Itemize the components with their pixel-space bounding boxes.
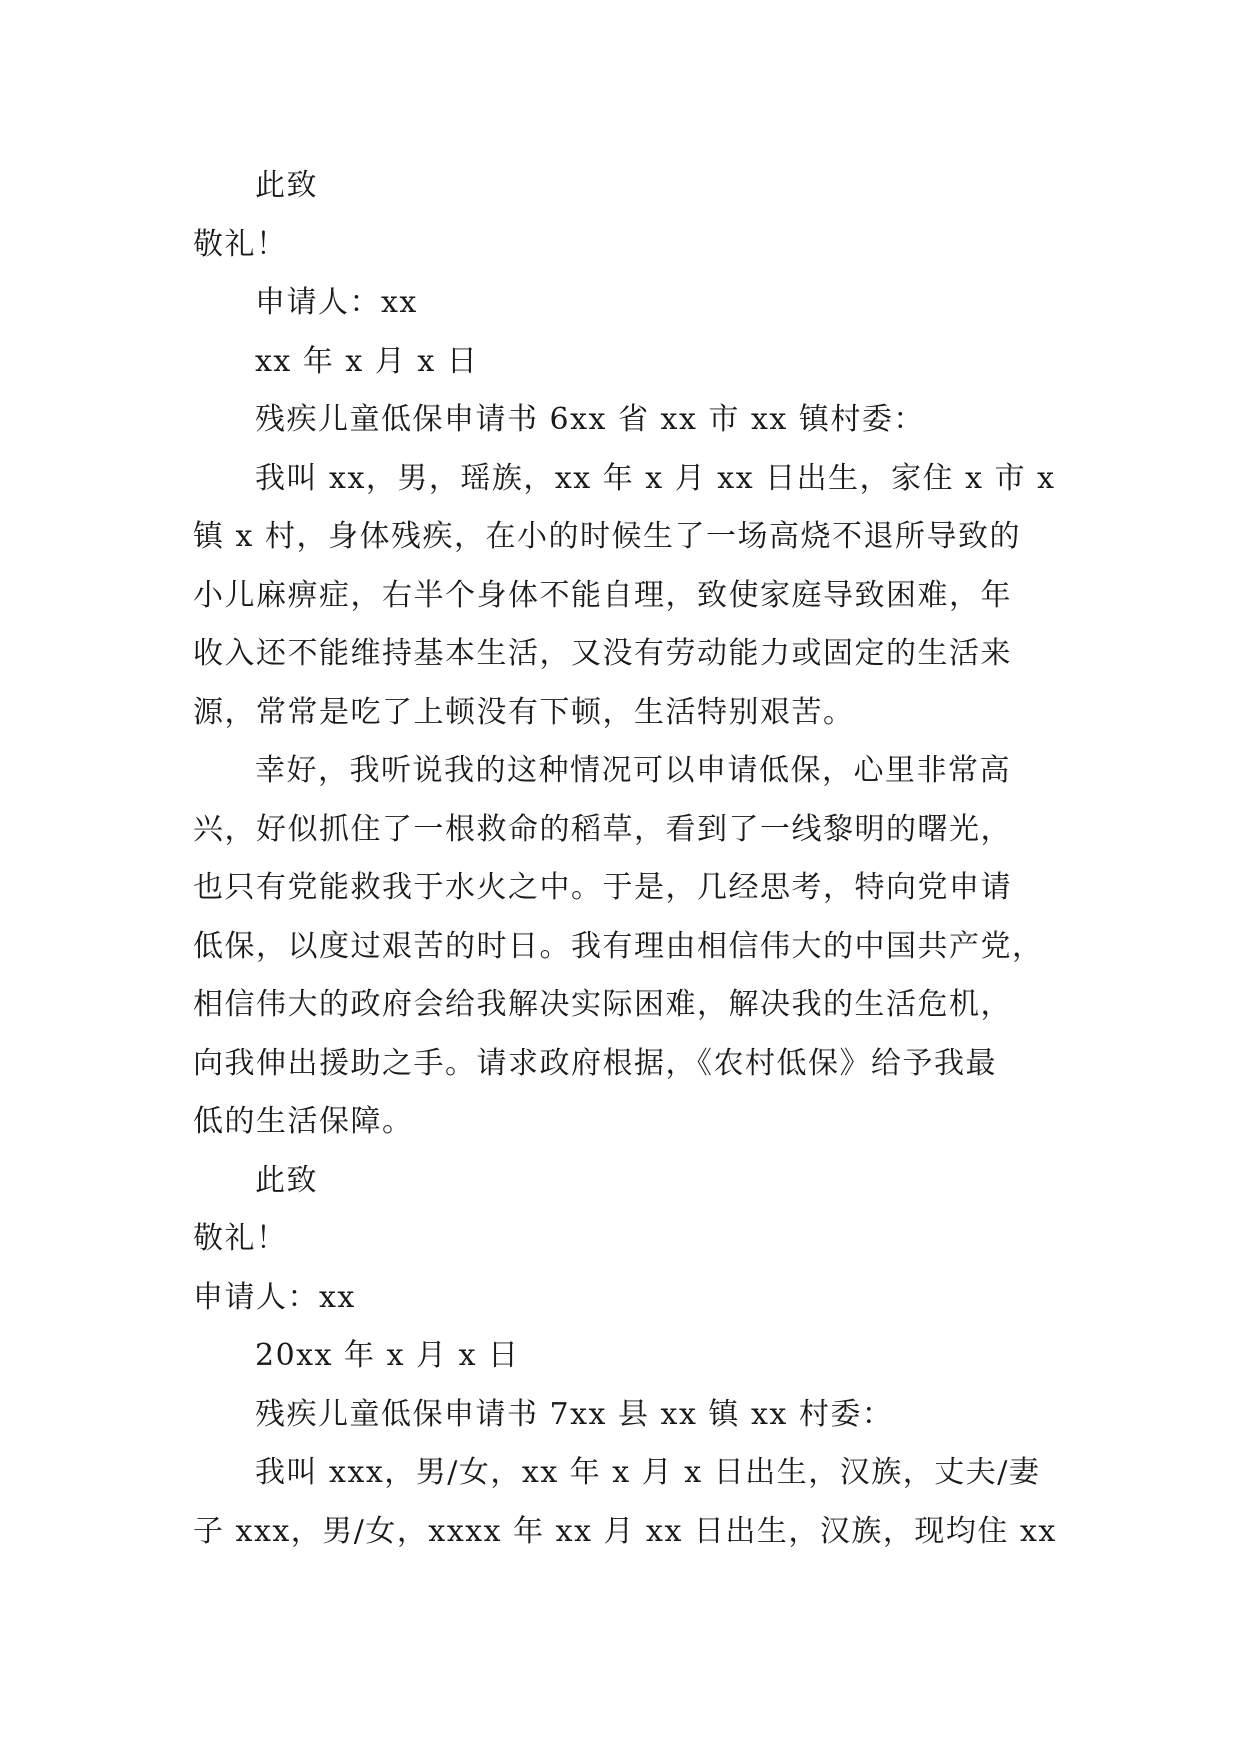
- letter-heading: 残疾儿童低保申请书 6xx 省 xx 市 xx 镇村委：: [255, 402, 925, 437]
- paragraph-line: 源，常常是吃了上顿没有下顿，生活特别艰苦。: [193, 694, 855, 730]
- closing-regards: 敬礼！: [193, 226, 288, 262]
- paragraph-line: 小儿麻痹症，右半个身体不能自理，致使家庭导致困难，年: [193, 577, 1012, 613]
- paragraph-line: 兴，好似抓住了一根救命的稻草，看到了一线黎明的曙光，: [193, 811, 1012, 847]
- signature-date: 20xx 年 x 月 x 日: [255, 1338, 520, 1373]
- applicant-signature: 申请人：xx: [255, 285, 418, 320]
- paragraph-line: 我叫 xx，男，瑶族，xx 年 x 月 xx 日出生，家住 x 市 x: [255, 460, 1056, 496]
- closing-regards: 敬礼！: [193, 1221, 288, 1256]
- closing-salutation: 此致: [255, 1162, 318, 1198]
- paragraph-line: 向我伸出援助之手。请求政府根据，《农村低保》给予我最: [193, 1045, 997, 1081]
- paragraph-line: 收入还不能维持基本生活，又没有劳动能力或固定的生活来: [193, 636, 1012, 671]
- paragraph-line: 镇 x 村，身体残疾，在小的时候生了一场高烧不退所导致的: [193, 519, 1021, 554]
- document-body: [193, 157, 1063, 1561]
- letter-heading: 残疾儿童低保申请书 7xx 县 xx 镇 xx 村委：: [255, 1396, 894, 1432]
- paragraph-line: 相信伟大的政府会给我解决实际困难，解决我的生活危机，: [193, 987, 1012, 1022]
- paragraph-line: 幸好，我听说我的这种情况可以申请低保，心里非常高: [255, 753, 1011, 788]
- paragraph-line: 我叫 xxx，男/女，xx 年 x 月 x 日出生，汉族，丈夫/妻: [255, 1455, 1041, 1490]
- closing-salutation: 此致: [255, 168, 318, 203]
- applicant-signature: 申请人：xx: [193, 1279, 356, 1315]
- paragraph-line: 也只有党能救我于水火之中。于是，几经思考，特向党申请: [193, 870, 1012, 905]
- paragraph-line: 低保，以度过艰苦的时日。我有理由相信伟大的中国共产党，: [193, 928, 1044, 964]
- paragraph-line: 低的生活保障。: [193, 1104, 414, 1139]
- paragraph-line: 子 xxx，男/女，xxxx 年 xx 月 xx 日出生，汉族，现均住 xx: [193, 1513, 1057, 1549]
- signature-date: xx 年 x 月 x 日: [255, 343, 479, 379]
